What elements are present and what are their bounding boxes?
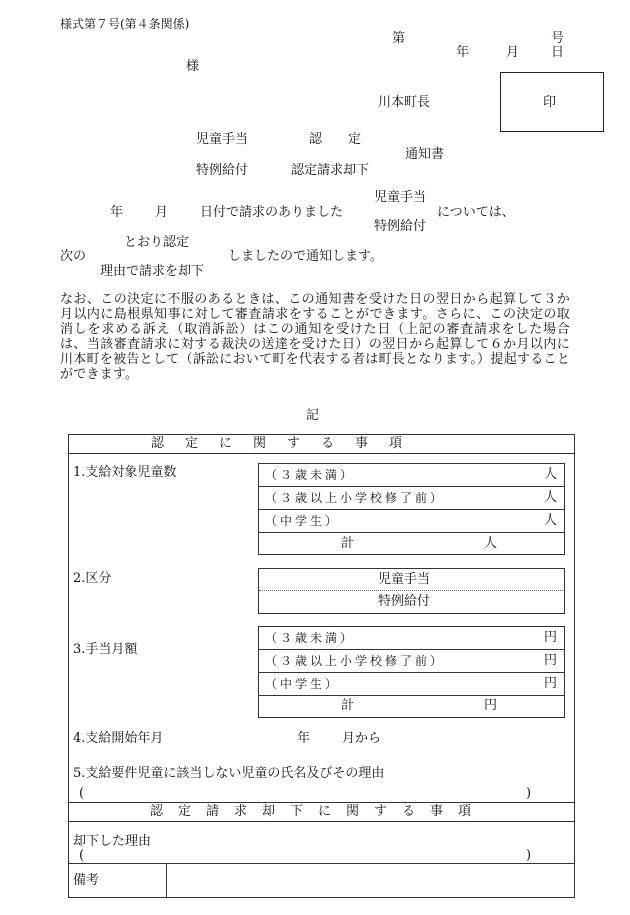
rejection-section-header: 認定請求却下に関する事項: [150, 804, 487, 819]
remarks-column-divider: [166, 863, 167, 897]
appeal-notice: なお、この決定に不服のあるときは、この通知書を受けた日の翌日から起算して３か月以内に島根県知事に対して審査請求をすることができます。さらに、この決定の取消しを求める訴え（取消訴訟）はこの通知を受けた日（上記の審査請求をした場合は、当該審査請求に対する裁決の送達を受けた日）の翌日から起算して６か月以内に川本町を被告として（訴訟において町を代表する者は町長となります。）提起することができます。: [60, 292, 570, 382]
rejection-reason-label: 却下した理由: [73, 834, 152, 849]
unit-person: 人: [544, 490, 558, 505]
body-regarding: については、: [437, 205, 515, 220]
category-child-allowance: 児童手当: [378, 572, 431, 587]
remarks-divider: [68, 863, 574, 864]
title-special-benefit: 特例給付: [196, 163, 249, 178]
body-year: 年: [110, 205, 124, 220]
date-month: 月: [506, 45, 520, 60]
paren-open: (: [79, 786, 85, 801]
count-total-label: 計: [341, 536, 355, 551]
body-rejected-reason: 理由で請求を却下: [100, 264, 205, 279]
amount-total-label: 計: [341, 698, 355, 713]
amount-preschool: （３歳以上小学校修了前）: [265, 654, 446, 668]
remarks-label: 備考: [73, 873, 100, 888]
unit-yen: 円: [484, 698, 498, 713]
unit-person: 人: [484, 536, 498, 551]
paren-close: ): [526, 786, 532, 801]
category-special-benefit: 特例給付: [378, 594, 431, 609]
form-number: 様式第７号(第４条関係): [60, 17, 190, 31]
body-approved: とおり認定: [124, 235, 190, 250]
item-start-month: 4.支給開始年月: [73, 731, 164, 746]
title-approval: 認 定: [309, 132, 362, 147]
item-ineligible-children: 5.支給要件児童に該当しない児童の氏名及びその理由: [73, 766, 385, 781]
divider: [258, 695, 564, 696]
seal-label: 印: [543, 95, 557, 110]
title-rejection: 認定請求却下: [291, 163, 370, 178]
ki-heading: 記: [306, 408, 320, 423]
body-special-benefit: 特例給付: [374, 219, 427, 234]
addressee-honorific: 様: [186, 59, 200, 74]
title-notice: 通知書: [405, 147, 445, 162]
item-child-count: 1.支給対象児童数: [73, 465, 177, 480]
unit-person: 人: [544, 467, 558, 482]
divider: [258, 486, 564, 487]
paren-open: (: [79, 848, 85, 863]
amount-junior-high: （中学生）: [265, 677, 341, 691]
body-month: 月: [155, 205, 169, 220]
unit-person: 人: [544, 513, 558, 528]
title-child-allowance: 児童手当: [196, 132, 249, 147]
start-year: 年: [297, 731, 311, 746]
date-day: 日: [551, 45, 565, 60]
paren-close: ): [526, 848, 532, 863]
divider: [258, 672, 564, 673]
divider: [258, 509, 564, 510]
start-month-from: 月から: [342, 731, 382, 746]
date-year: 年: [456, 45, 470, 60]
item-monthly-amount: 3.手当月額: [73, 642, 138, 657]
divider: [258, 532, 564, 533]
body-child-allowance: 児童手当: [374, 190, 427, 205]
divider: [258, 649, 564, 650]
dotted-divider: [259, 590, 563, 591]
unit-yen: 円: [544, 653, 558, 668]
number-suffix: 号: [551, 31, 565, 46]
section-divider: [68, 821, 574, 822]
header-divider: [68, 453, 574, 454]
unit-yen: 円: [544, 676, 558, 691]
unit-yen: 円: [544, 630, 558, 645]
approval-section-header: 認定に関する事項: [151, 436, 424, 451]
item-category: 2.区分: [73, 571, 112, 586]
number-prefix: 第: [392, 31, 406, 46]
count-junior-high: （中学生）: [265, 514, 341, 528]
body-next: 次の: [60, 249, 87, 264]
body-notified: しましたので通知します。: [228, 249, 383, 264]
body-requested: 日付で請求のありました: [200, 205, 344, 220]
count-under3: （３歳未満）: [265, 468, 356, 482]
amount-under3: （３歳未満）: [265, 631, 356, 645]
issuer-mayor: 川本町長: [378, 95, 431, 110]
count-preschool: （３歳以上小学校修了前）: [265, 491, 446, 505]
section-divider: [68, 802, 574, 803]
